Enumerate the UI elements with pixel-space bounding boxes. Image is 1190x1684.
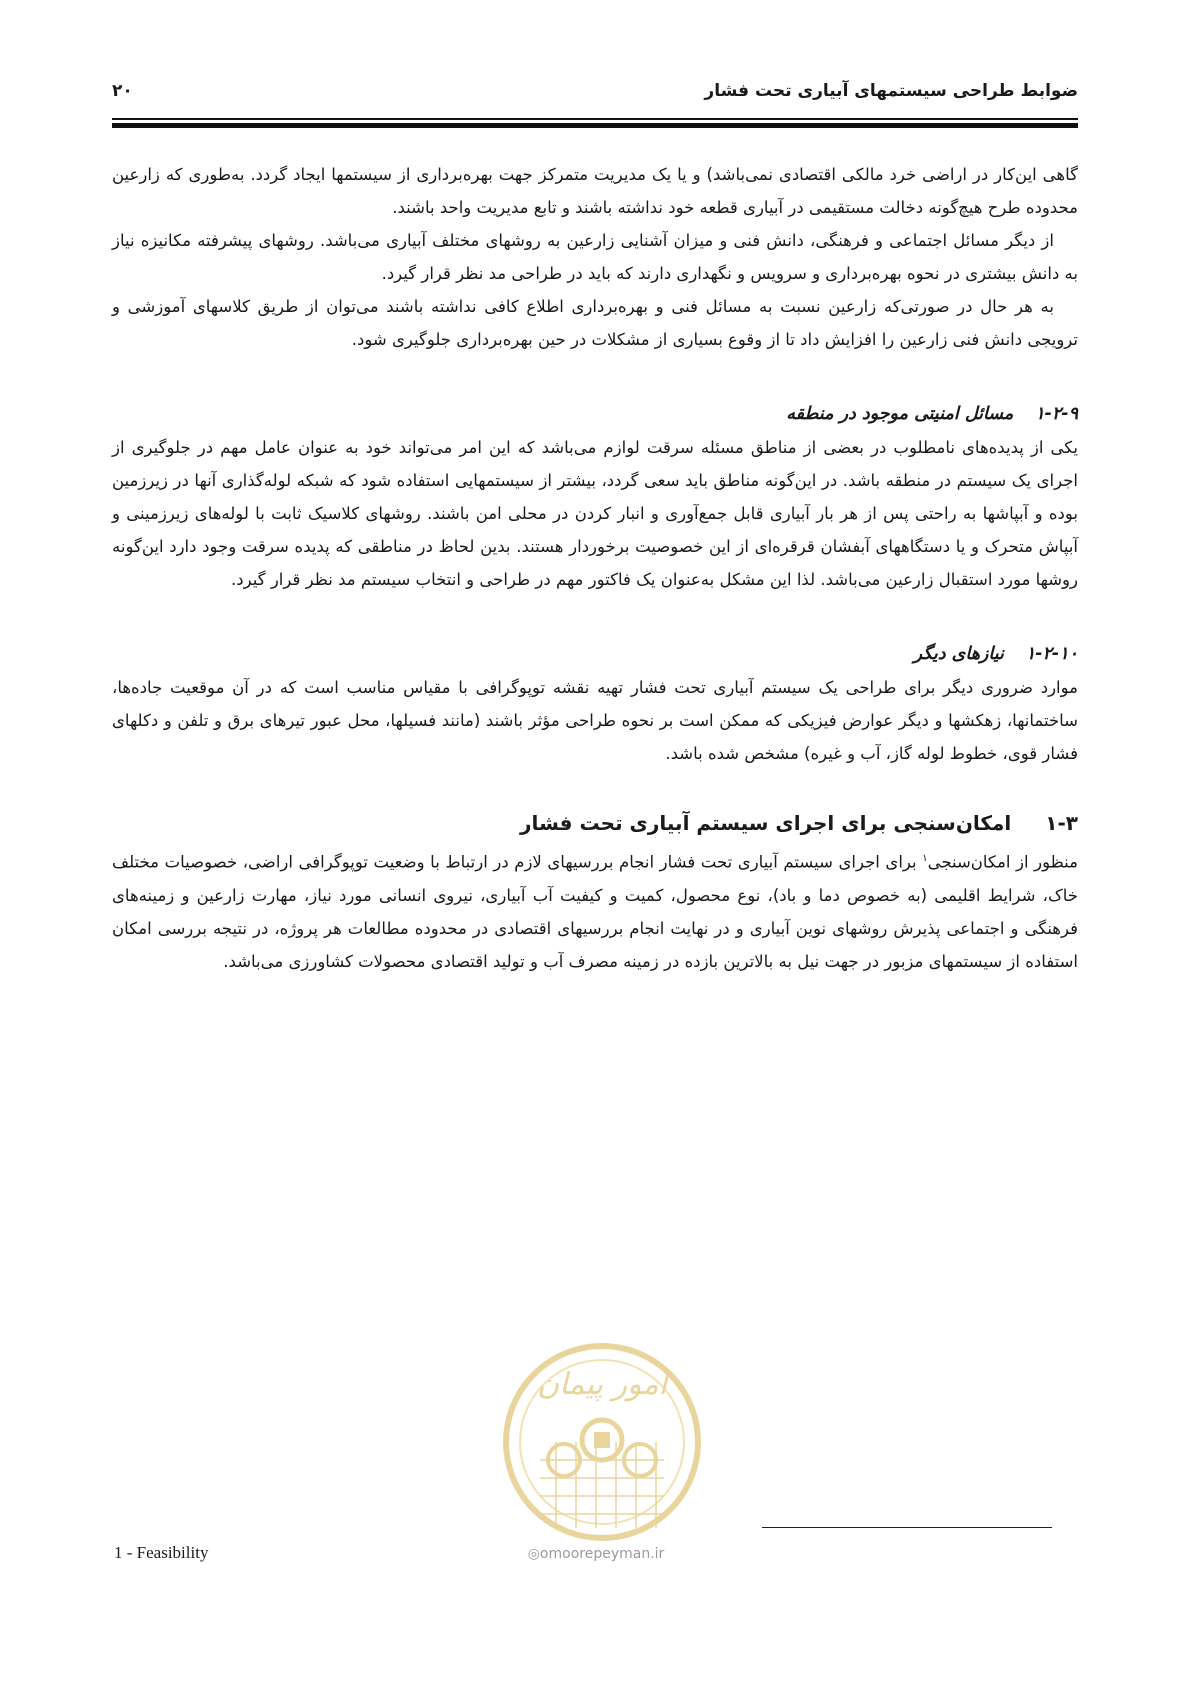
watermark-globe-icon: ◎ [527,1546,540,1562]
section-heading-1-3 [112,804,1078,842]
watermark-logo-text: امور پیمان [537,1367,667,1402]
paragraph-other-needs: موارد ضروری دیگر برای طراحی یک سیستم آبیاری تحت فشار تهیه نقشه توپوگرافی با مقیاس مناسب است که در آن موقعیت جاده‌ها، ساختمانها، زهکشها و دیگر عوارض فیزیکی که ممکن است بر نحوه طراحی مؤثر باشند (مانند فسیلها، محل عبور تیرهای برق و تلفن و دکلهای فشار قوی، خطوط لوله گاز، آب و غیره) مشخص شده باشد. [112,678,1078,763]
section-heading-1-2-9 [112,398,1078,431]
watermark-logo-icon [492,1332,712,1562]
watermark-url-text: omoorepeyman.ir [539,1546,665,1562]
section-number: ۱-۲-۹ [1035,404,1078,424]
feasibility-text-rest: برای اجرای سیستم آبیاری تحت فشار انجام بررسیهای لازم در ارتباط با وضعیت توپوگرافی اراضی، خصوصیات مختلف خاک، شرایط اقلیمی (به خصوص دما و باد)، نوع محصول، کمیت و کیفیت آب آبیاری، نیروی انسانی مورد نیاز، مهارت زارعین و زمینه‌های فرهنگی و اجتماعی پذیرش روشهای نوین آبیاری و در نهایت انجام بررسیهای اقتصادی در محدوده مطالعات هر پروژه، در نتیجه بررسی امکان استفاده از سیستمهای مزبور در جهت نیل به بالاترین بازده در زمینه مصرف آب و تولید اقتصادی محصولات کشاورزی می‌باشد. [112,852,1078,971]
header-rule-thick [112,123,1078,128]
section-number: ۱-۳ [1045,811,1078,835]
header-rule-thin [112,118,1078,120]
feasibility-text-start: منظور از امکان‌سنجی [927,852,1078,872]
running-title: ضوابط طراحی سیستمهای آبیاری تحت فشار [704,81,1078,101]
paragraph-feasibility [112,842,1078,978]
footnote-marker: ۱ [922,853,928,864]
section-title: نیازهای دیگر [913,644,1004,664]
section-heading-1-2-10 [112,638,1078,671]
running-header [112,74,1078,108]
watermark-url [496,1546,696,1562]
page-number: ۲۰ [112,81,133,101]
body-text [112,158,1078,978]
section-title: امکان‌سنجی برای اجرای سیستم آبیاری تحت فشار [520,811,1012,835]
footnote-rule [762,1527,1052,1528]
footnote: 1 - Feasibility [114,1543,209,1562]
paragraph-intro-3: به هر حال در صورتی‌که زارعین نسبت به مسائل فنی و بهره‌برداری اطلاع کافی نداشته باشند می‌توان از طریق کلاسهای آموزشی و ترویجی دانش فنی زارعین را افزایش داد تا از وقوع بسیاری از مشکلات در حین بهره‌برداری جلوگیری شود. [112,297,1078,349]
paragraph-intro-1: گاهی این‌کار در اراضی خرد مالکی اقتصادی نمی‌باشد) و یا یک مدیریت متمرکز جهت بهره‌برداری از سیستمها ایجاد گردد. به‌طوری که زارعین محدوده طرح هیچ‌گونه دخالت مستقیمی در آبیاری قطعه خود نداشته باشند و تابع مدیریت واحد باشند. [112,165,1078,217]
section-title: مسائل امنیتی موجود در منطقه [786,404,1014,424]
paragraph-security: یکی از پدیده‌های نامطلوب در بعضی از مناطق مسئله سرقت لوازم می‌باشد که این امر می‌تواند خود به عنوان عامل مهم در جلوگیری از اجرای یک سیستم در منطقه باشد. در این‌گونه مناطق باید سعی گردد، بیشتر از سیستمهایی استفاده شود که شبکه لوله‌گذاری آنها در زیرزمین بوده و آبپاشها به راحتی پس از هر بار آبیاری قابل جمع‌آوری و انبار کردن در محلی امن باشند. روشهای کلاسیک ثابت با لوله‌های زیرزمینی و آبپاش متحرک و یا دستگاههای آبفشان قرقره‌ای از این خصوصیت برخوردار هستند. بدین لحاظ در مناطقی که پدیده سرقت وجود دارد این‌گونه روشها مورد استقبال زارعین می‌باشد. لذا این مشکل به‌عنوان یک فاکتور مهم در طراحی و انتخاب سیستم مد نظر قرار گیرد. [112,438,1078,589]
section-number: ۱-۲-۱۰ [1025,644,1078,664]
paragraph-intro-2: از دیگر مسائل اجتماعی و فرهنگی، دانش فنی و میزان آشنایی زارعین به روشهای مختلف آبیاری می‌باشد. روشهای پیشرفته مکانیزه نیاز به دانش بیشتری در نحوه بهره‌برداری و سرویس و نگهداری دارند که باید در طراحی مد نظر قرار گیرد. [112,231,1078,283]
